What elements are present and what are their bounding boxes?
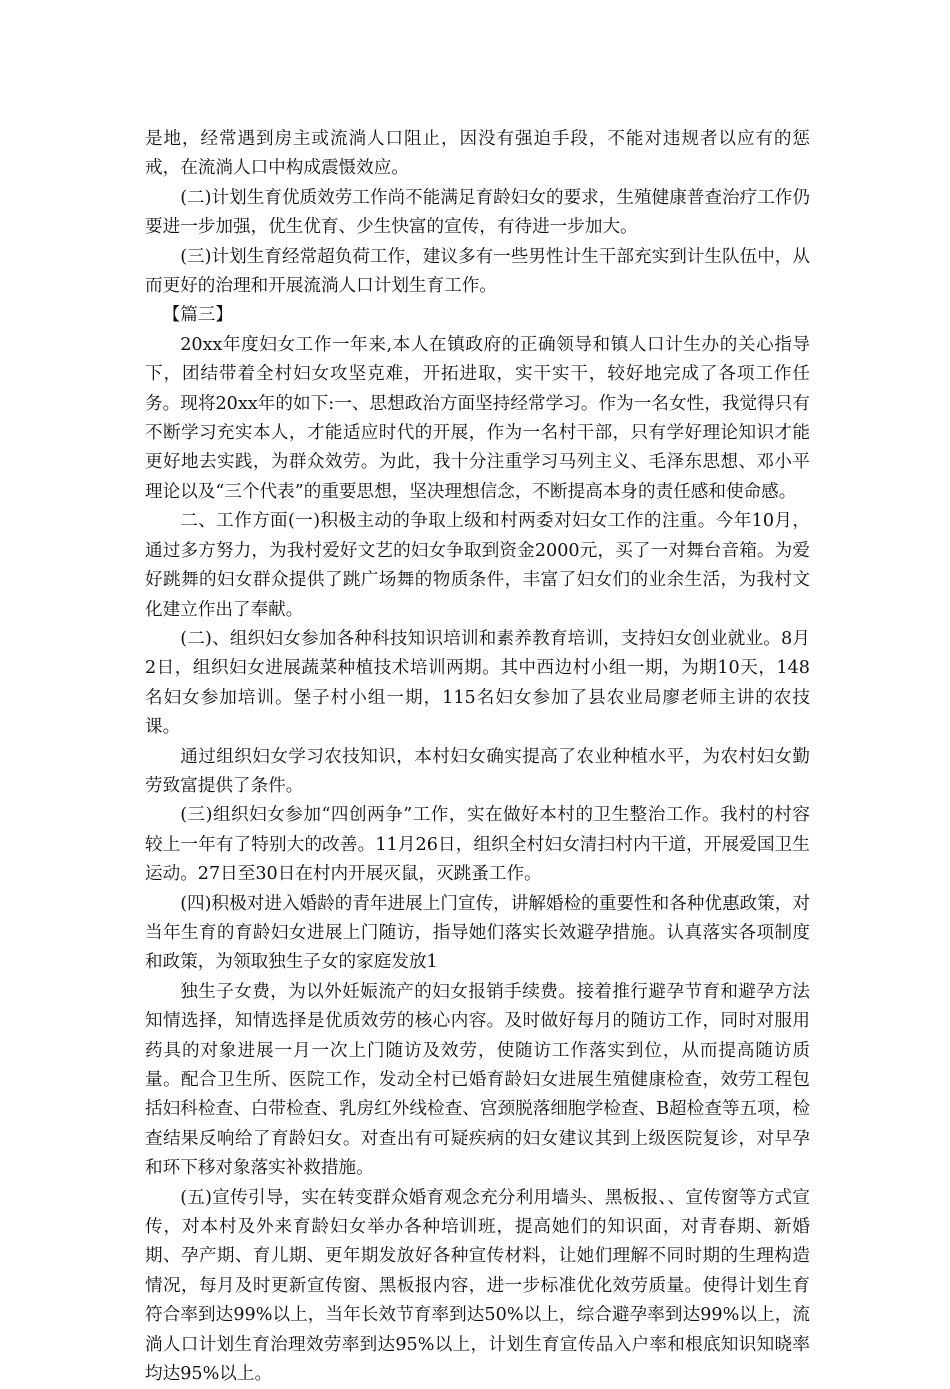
paragraph-5: 20xx年度妇女工作一年来,本人在镇政府的正确领导和镇人口计生办的关心指导下，团结带着全村妇女攻坚克难，开拓进取，实干实干，较好地完成了各项工作任务。现将20xx年的如下:一、思想政治方面坚持经常学习。作为一名女性，我觉得只有不断学习充实本人，才能适应时代的开展，作为一名村干部，只有学好理论知识才能更好地去实践，为群众效劳。为此，我十分注重学习马列主义、毛泽东思想、邓小平理论以及“三个代表”的重要思想，坚决理想信念，不断提高本身的责任感和使命感。 xyxy=(145,334,810,502)
paragraph-10: (四)积极对进入婚龄的青年进展上门宣传，讲解婚检的重要性和各种优惠政策，对当年生育的育龄妇女进展上门随访，指导她们落实长效避孕措施。认真落实各项制度和政策，为领取独生子女的家庭发放1 xyxy=(145,893,810,973)
paragraph-7: (二)、组织妇女参加各种科技知识培训和素养教育培训，支持妇女创业就业。8月2日，组织妇女进展蔬菜种植技术培训两期。其中西边村小组一期，为期10天，148名妇女参加培训。堡子村小组一期，115名妇女参加了县农业局廖老师主讲的农技课。 xyxy=(145,628,810,738)
paragraph-8: 通过组织妇女学习农技知识，本村妇女确实提高了农业种植水平，为农村妇女勤劳致富提供了条件。 xyxy=(145,746,810,796)
paragraph-11: 独生子女费，为以外妊娠流产的妇女报销手续费。接着推行避孕节育和避孕方法知情选择，知情选择是优质效劳的核心内容。及时做好每月的随访工作，同时对服用药具的对象进展一月一次上门随访及效劳，使随访工作落实到位，从而提高随访质量。配合卫生所、医院工作，发动全村已婚育龄妇女进展生殖健康检查，效劳工程包括妇科检查、白带检查、乳房红外线检查、宫颈脱落细胞学检查、B超检查等五项，检查结果反响给了育龄妇女。对查出有可疑疾病的妇女建议其到上级医院复诊，对早孕和环下移对象落实补救措施。 xyxy=(145,981,810,1179)
section-heading: 【篇三】 xyxy=(162,305,233,326)
paragraph-1: 是地，经常遇到房主或流淌人口阻止，因没有强迫手段，不能对违规者以应有的惩戒，在流淌人口中构成震慑效应。 xyxy=(145,129,810,179)
paragraph-12: (五)宣传引导，实在转变群众婚育观念充分利用墙头、黑板报、、宣传窗等方式宣传，对本村及外来育龄妇女举办各种培训班，提高她们的知识面，对青春期、新婚期、孕产期、育儿期、更年期发放好各种宣传材料，让她们理解不同时期的生理构造情况，每月及时更新宣传窗、黑板报内容，进一步标准优化效劳质量。使得计划生育符合率到达99%以上，当年长效节育率到达50%以上，综合避孕率到达99%以上，流淌人口计划生育治理效劳率到达95%以上，计划生育宣传品入户率和根底知识知晓率均达95%以上。 xyxy=(145,1187,810,1385)
document-body xyxy=(145,125,810,1389)
paragraph-9: (三)组织妇女参加“四创两争”工作，实在做好本村的卫生整治工作。我村的村容较上一年有了特别大的改善。11月26日，组织全村妇女清扫村内干道，开展爱国卫生运动。27日至30日在村内开展灭鼠，灭跳蚤工作。 xyxy=(145,805,810,885)
paragraph-6: 二、工作方面(一)积极主动的争取上级和村两委对妇女工作的注重。今年10月，通过多方努力，为我村爱好文艺的妇女争取到资金2000元，买了一对舞台音箱。为爱好跳舞的妇女群众提供了跳广场舞的物质条件，丰富了妇女们的业余生活，为我村文化建立作出了奉献。 xyxy=(145,511,810,620)
paragraph-3: (三)计划生育经常超负荷工作，建议多有一些男性计生干部充实到计生队伍中，从而更好的治理和开展流淌人口计划生育工作。 xyxy=(145,246,810,297)
paragraph-2: (二)计划生育优质效劳工作尚不能满足育龄妇女的要求，生殖健康普查治疗工作仍要进一步加强，优生优育、少生快富的宣传，有待进一步加大。 xyxy=(145,187,810,238)
